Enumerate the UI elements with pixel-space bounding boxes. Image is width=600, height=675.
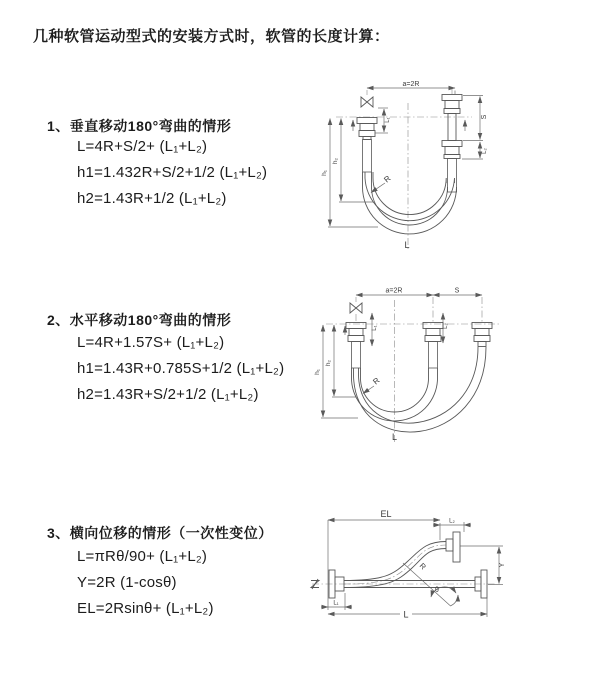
hose-and-fittings	[346, 303, 492, 432]
dim-label-a2r: a=2R	[385, 287, 403, 295]
dim-label-el: EL	[380, 509, 392, 519]
length-label: L	[403, 609, 409, 620]
section-1-heading: 1、垂直移动180°弯曲的情形	[47, 118, 232, 134]
valve-icon	[350, 303, 362, 313]
formula-line: h2=1.43R+S/2+1/2 (L₁+L₂)	[77, 386, 259, 403]
section-1-formulas	[77, 134, 267, 212]
dim-label-l1: L₁	[333, 600, 339, 607]
dim-label-h1: h₁	[314, 369, 321, 375]
dim-label-s: S	[481, 114, 488, 120]
dim-label-y: Y	[499, 562, 506, 568]
dim-label-l2: L₂	[443, 323, 449, 329]
angle-theta-label: θ	[435, 587, 439, 594]
section-3-heading: 3、横向位移的情形（一次性变位）	[47, 525, 273, 541]
diagram-vertical-180-bend	[310, 75, 570, 255]
valve-icon	[361, 97, 373, 107]
dim-label-l1: L₁	[385, 117, 391, 123]
dim-label-h1: h₁	[321, 170, 328, 176]
formula-line: Y=2R (1-cosθ)	[77, 574, 177, 591]
radius-label: R	[382, 173, 393, 185]
dim-label-l2: L₂	[482, 148, 488, 154]
formula-line: h1=1.432R+S/2+1/2 (L₁+L₂)	[77, 164, 268, 181]
radius-label: R	[417, 561, 428, 572]
hose-and-flanges	[311, 532, 487, 598]
dim-label-a2r: a=2R	[402, 81, 420, 88]
section-2-heading: 2、水平移动180°弯曲的情形	[47, 312, 232, 328]
page-title: 几种软管运动型式的安装方式时，软管的长度计算：	[33, 28, 390, 45]
formula-line: L=4R+1.57S+ (L₁+L₂)	[77, 334, 225, 351]
formula-line: L=πRθ/90+ (L₁+L₂)	[77, 548, 208, 565]
radius-label: R	[371, 375, 382, 387]
section-2-formulas	[77, 330, 284, 408]
length-label: L	[404, 240, 410, 250]
dim-label-l2: L₂	[449, 518, 455, 525]
dim-label-h2: h₂	[325, 359, 332, 367]
hose-and-fittings	[357, 95, 462, 234]
formula-line: L=4R+S/2+ (L₁+L₂)	[77, 138, 208, 155]
centerlines	[326, 297, 500, 444]
formula-line: h2=1.43R+1/2 (L₁+L₂)	[77, 190, 227, 207]
dim-label-h2: h₂	[332, 157, 339, 165]
section-3-formulas	[77, 544, 214, 622]
diagram-lateral-displacement	[300, 498, 590, 633]
length-label: L	[391, 432, 398, 442]
formula-line: EL=2Rsinθ+ (L₁+L₂)	[77, 600, 214, 617]
dimension-lines	[321, 295, 482, 418]
formula-line: h1=1.43R+0.785S+1/2 (L₁+L₂)	[77, 360, 285, 377]
dim-label-s: S	[454, 287, 460, 295]
diagram-horizontal-180-bend	[310, 280, 580, 450]
dim-label-l1: L₁	[372, 325, 378, 331]
